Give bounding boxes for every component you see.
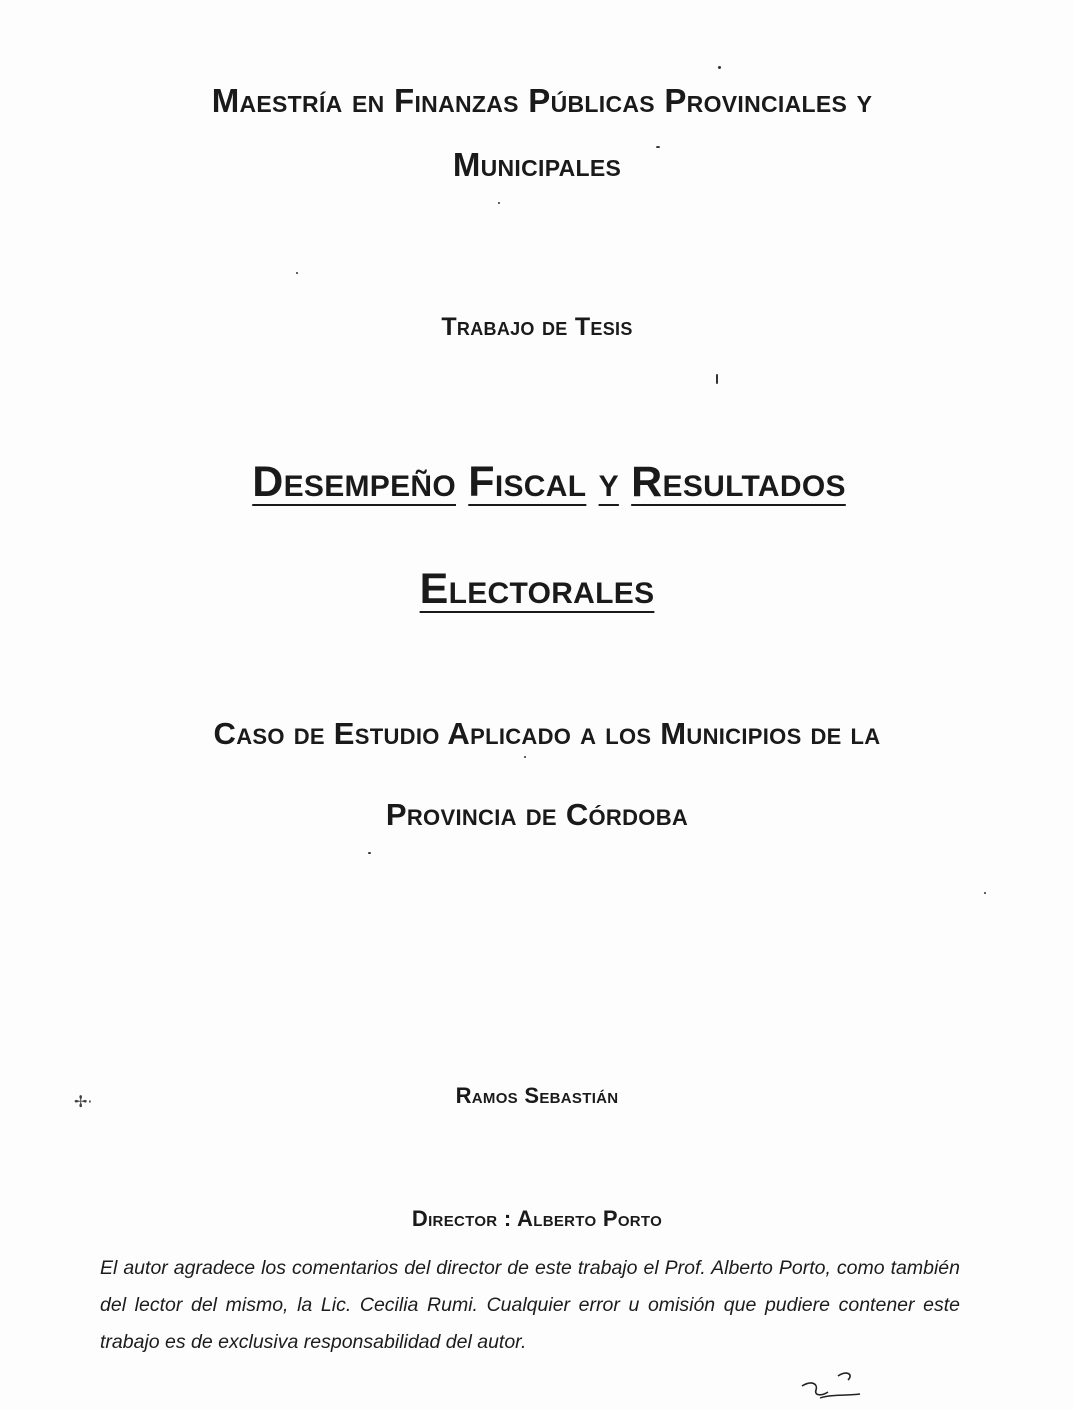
- program-name-line-1: Maestría en Finanzas Públicas Provinciales y: [211, 82, 873, 119]
- scan-speck: [524, 756, 526, 758]
- title-word-desempeno: Desempeño: [252, 458, 457, 506]
- acknowledgement-paragraph: El autor agradece los comentarios del director de este trabajo el Prof. Alberto Porto, como también del lector del mismo, la Lic. Cecilia Rumi. Cualquier error u omisión que pudiere contener este trabajo es de exclusiva responsabilidad del autor.: [100, 1257, 960, 1353]
- subtitle-line-2: Provincia de Córdoba: [385, 797, 689, 832]
- scan-speck: [718, 66, 721, 69]
- title-word-y: y: [598, 458, 619, 506]
- thesis-title-line-2: [0, 565, 1074, 614]
- director-name: Director : Alberto Porto: [411, 1206, 663, 1231]
- program-name-line-2: Municipales: [452, 146, 622, 183]
- scan-speck: [716, 374, 718, 384]
- handwritten-initials: [798, 1364, 878, 1404]
- scan-speck: [296, 272, 298, 274]
- title-word-electorales: Electorales: [419, 565, 655, 613]
- title-word-resultados: Resultados: [631, 458, 846, 506]
- thesis-title-line-1: [0, 458, 1074, 507]
- scan-speck: [656, 146, 660, 148]
- title-word-fiscal: Fiscal: [468, 458, 587, 506]
- scan-speck: [368, 852, 371, 854]
- subtitle-line-1: Caso de Estudio Aplicado a los Municipios de la: [213, 716, 881, 751]
- document-type: Trabajo de Tesis: [441, 313, 633, 341]
- scan-artifact-mark: ✢·: [74, 1092, 93, 1111]
- author-name: Ramos Sebastián: [455, 1083, 619, 1108]
- scan-speck: [498, 202, 500, 204]
- scan-speck: [984, 892, 986, 894]
